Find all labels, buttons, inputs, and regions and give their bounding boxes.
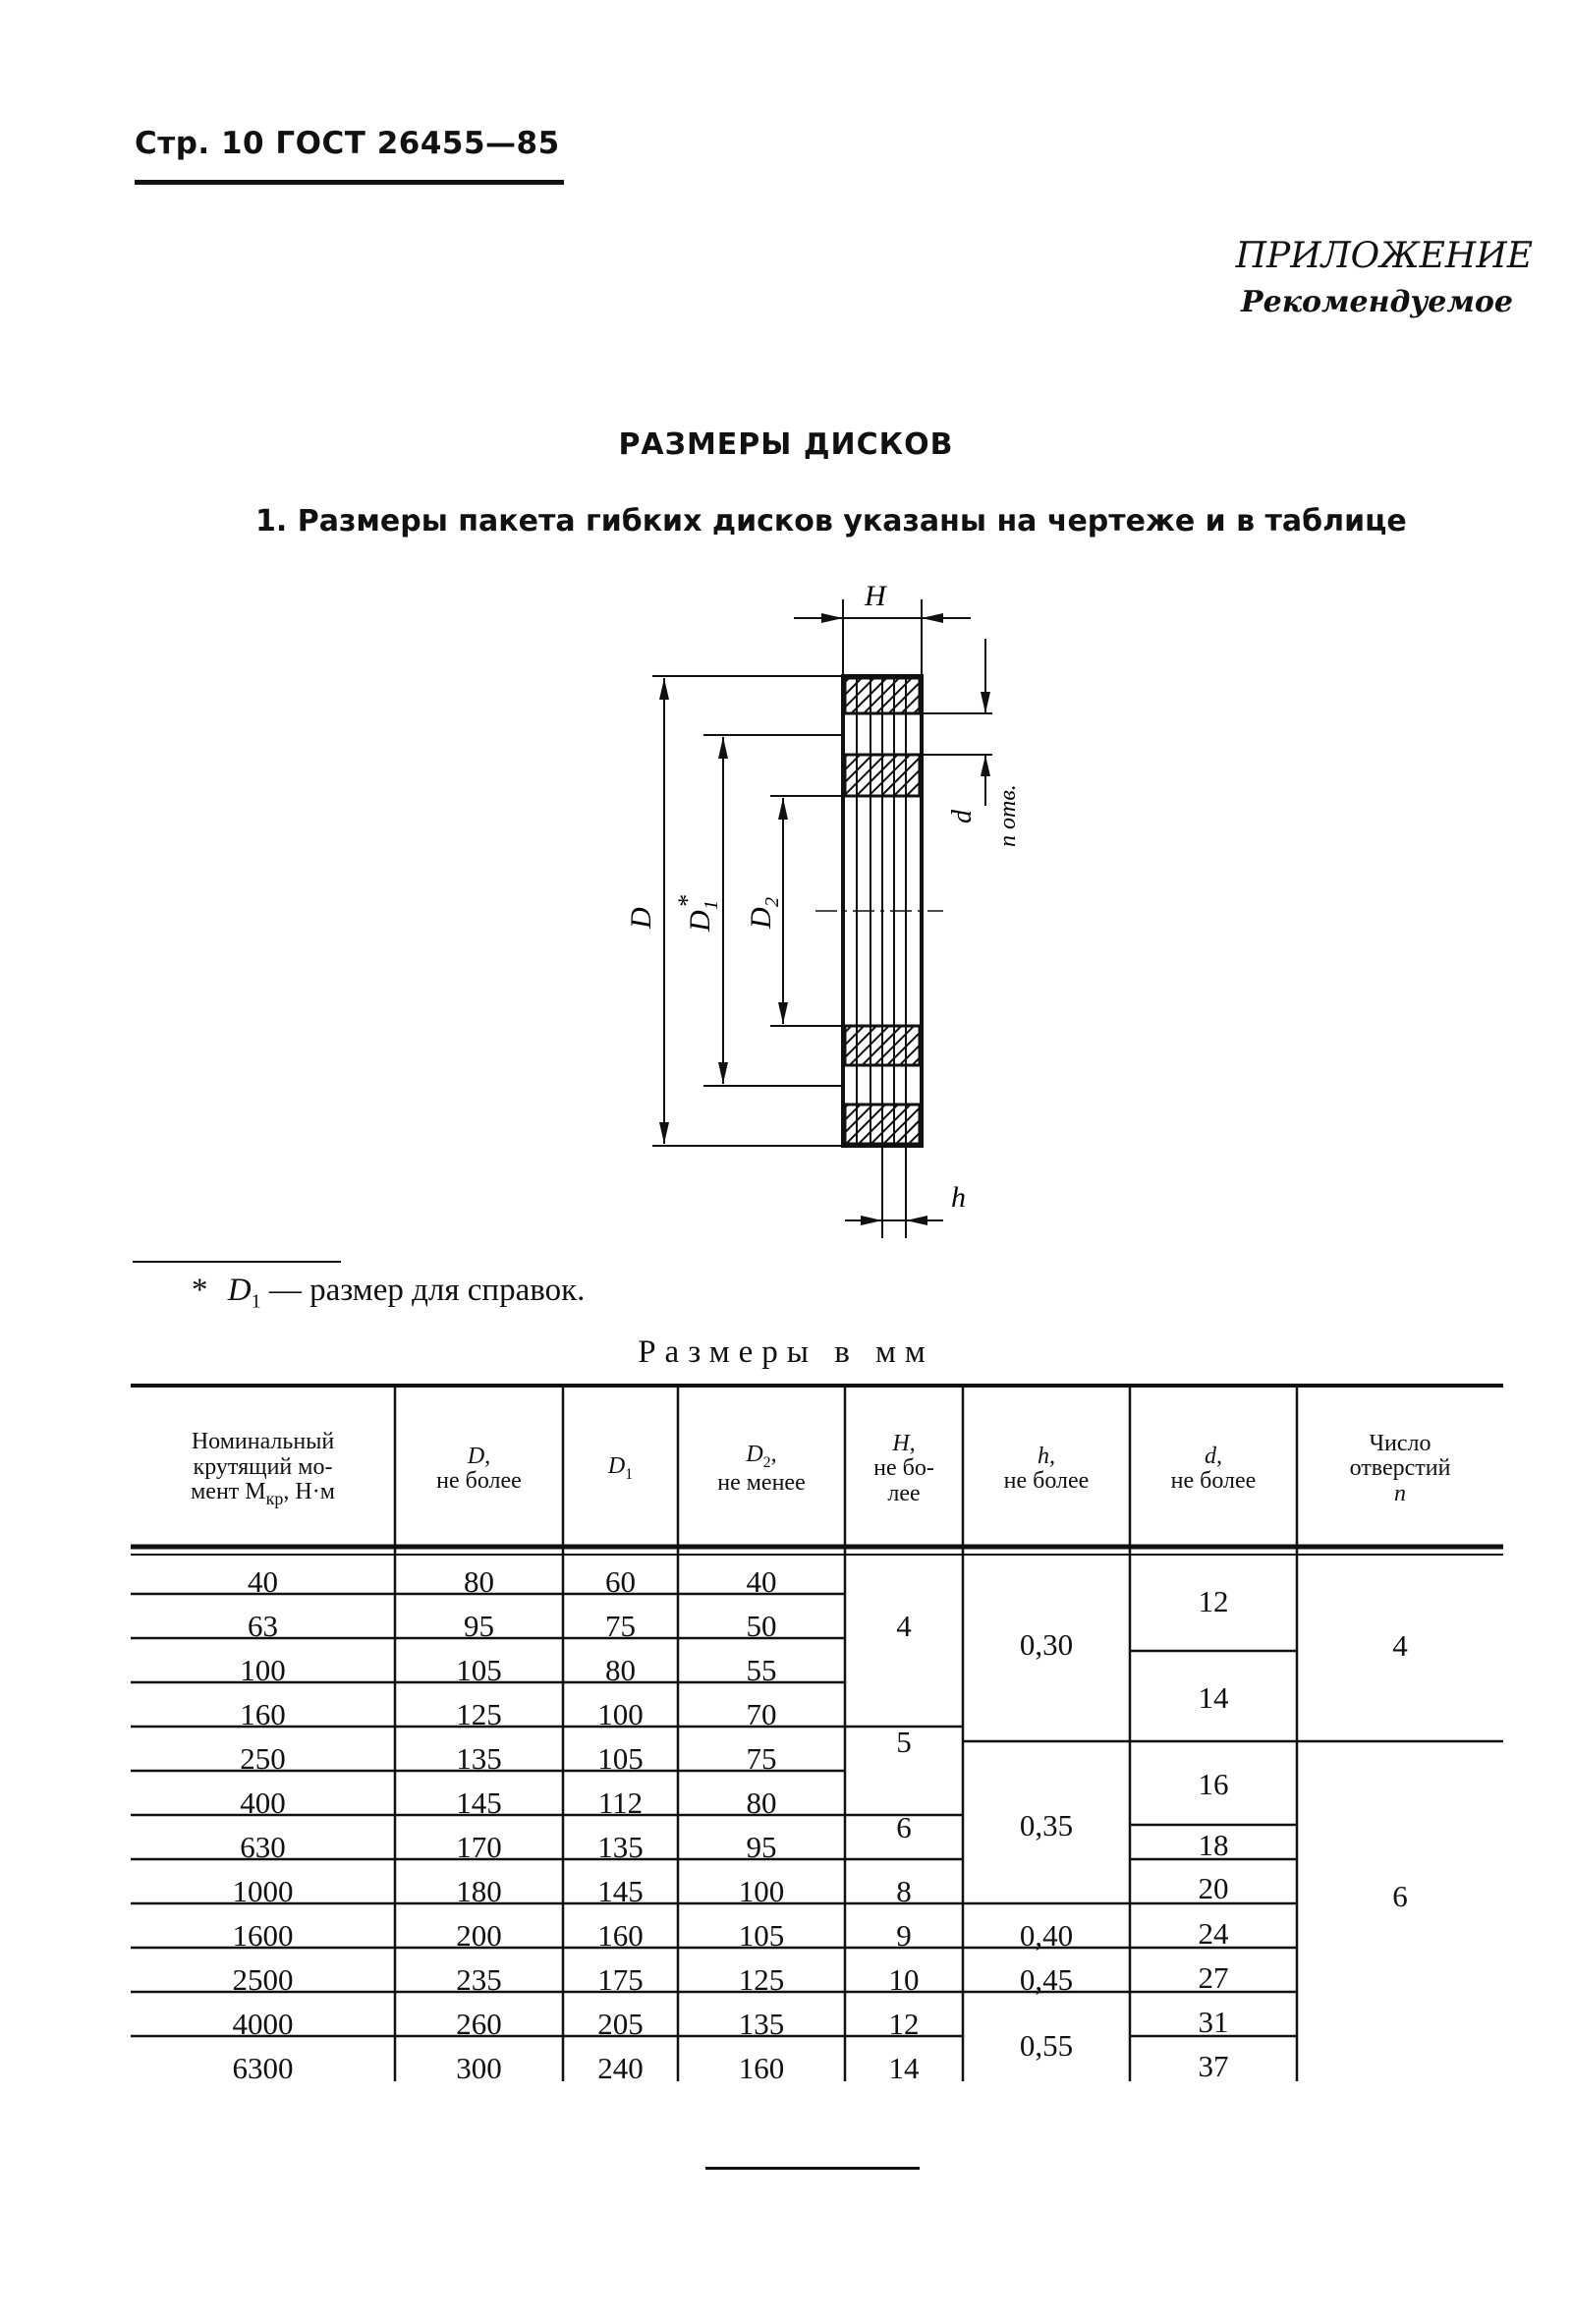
cell-H: 9 bbox=[896, 1918, 912, 1953]
header-h-note: не более bbox=[1003, 1468, 1090, 1494]
cell-D2: 40 bbox=[746, 1564, 777, 1599]
cell-D1: 175 bbox=[597, 1962, 644, 1997]
cell-H: 10 bbox=[888, 1962, 920, 1997]
label-D1-sub: 1 bbox=[701, 900, 722, 910]
cell-d: 31 bbox=[1198, 2005, 1229, 2039]
label-d: d bbox=[947, 810, 978, 823]
header-H-note1: не бо- bbox=[873, 1455, 934, 1482]
cell-H: 12 bbox=[888, 2007, 920, 2041]
header-D2-note: не менее bbox=[717, 1470, 806, 1497]
cell-D1: 135 bbox=[597, 1830, 644, 1864]
label-D2-sub: 2 bbox=[761, 897, 783, 907]
header-d-symbol: d, bbox=[1205, 1443, 1222, 1469]
footnote-marker: * bbox=[192, 1273, 208, 1308]
cell-D2: 105 bbox=[738, 1918, 785, 1953]
header-n-line2: отверстий bbox=[1349, 1455, 1451, 1482]
cell-D1: 75 bbox=[605, 1609, 636, 1643]
header-D bbox=[395, 1395, 563, 1543]
cell-torque: 1000 bbox=[232, 1874, 294, 1908]
header-n-line1: Число bbox=[1369, 1431, 1432, 1457]
cell-D1: 100 bbox=[597, 1697, 644, 1731]
header-D1 bbox=[563, 1395, 678, 1543]
cell-n: 6 bbox=[1392, 1879, 1408, 1913]
header-torque-line1: Номинальный bbox=[191, 1429, 335, 1455]
cell-D1: 145 bbox=[597, 1874, 644, 1908]
cell-D: 235 bbox=[456, 1962, 502, 1997]
header-D-note: не более bbox=[436, 1468, 522, 1494]
section-title: РАЗМЕРЫ ДИСКОВ bbox=[618, 427, 954, 462]
cell-torque: 160 bbox=[240, 1697, 286, 1731]
cell-torque: 63 bbox=[248, 1609, 278, 1643]
cell-D2: 160 bbox=[738, 2051, 785, 2085]
label-D: D bbox=[625, 907, 657, 929]
cell-D: 180 bbox=[456, 1874, 502, 1908]
header-H-symbol: H, bbox=[892, 1431, 916, 1457]
cell-D2: 50 bbox=[746, 1609, 777, 1643]
header-D1-symbol: D bbox=[607, 1453, 626, 1480]
cell-torque: 4000 bbox=[232, 2007, 294, 2041]
cell-D2: 125 bbox=[738, 1962, 785, 1997]
section-subtitle: 1. Размеры пакета гибких дисков указаны на чертеже и в таблице bbox=[255, 504, 1407, 538]
cell-D2: 70 bbox=[746, 1697, 777, 1731]
cell-D1: 105 bbox=[597, 1741, 644, 1776]
header-H bbox=[845, 1395, 963, 1543]
cell-d: 37 bbox=[1198, 2049, 1229, 2083]
cell-torque: 250 bbox=[240, 1741, 286, 1776]
cell-D: 80 bbox=[464, 1564, 494, 1599]
cell-d: 12 bbox=[1198, 1584, 1229, 1618]
header-H-note2: лее bbox=[887, 1480, 921, 1506]
header-D2 bbox=[678, 1395, 845, 1543]
cell-D1: 240 bbox=[597, 2051, 644, 2085]
header-n bbox=[1297, 1395, 1503, 1543]
cell-D1: 205 bbox=[597, 2007, 644, 2041]
header-D2-sub: 2 bbox=[762, 1453, 771, 1471]
cell-D1: 80 bbox=[605, 1653, 636, 1687]
cell-D1: 112 bbox=[597, 1786, 644, 1820]
cell-D2: 135 bbox=[738, 2007, 785, 2041]
cell-H: 5 bbox=[896, 1725, 912, 1759]
cell-torque: 400 bbox=[240, 1786, 286, 1820]
header-torque-unit: , Н·м bbox=[283, 1478, 335, 1504]
cell-D1: 160 bbox=[597, 1918, 644, 1953]
label-n-holes: n отв. bbox=[995, 784, 1021, 847]
label-h: h bbox=[951, 1181, 966, 1214]
page-header: Стр. 10 ГОСТ 26455—85 bbox=[135, 126, 560, 161]
cell-D: 300 bbox=[456, 2051, 502, 2085]
cell-d: 16 bbox=[1198, 1767, 1229, 1801]
cell-h: 0,55 bbox=[1019, 2028, 1074, 2063]
cell-H: 6 bbox=[896, 1810, 912, 1844]
cell-D2: 95 bbox=[746, 1830, 777, 1864]
cell-H: 4 bbox=[896, 1609, 912, 1643]
cell-H: 14 bbox=[888, 2051, 920, 2085]
cell-h: 0,40 bbox=[1019, 1918, 1074, 1953]
cell-d: 14 bbox=[1198, 1680, 1229, 1715]
footnote-symbol-sub: 1 bbox=[251, 1290, 261, 1313]
cell-D: 145 bbox=[456, 1786, 502, 1820]
header-n-symbol: n bbox=[1394, 1480, 1406, 1506]
label-D1: D bbox=[684, 910, 716, 932]
units-caption: Размеры в мм bbox=[638, 1334, 934, 1370]
label-H: H bbox=[865, 580, 886, 612]
cell-H: 8 bbox=[896, 1874, 912, 1908]
footnote-symbol: D bbox=[227, 1273, 252, 1308]
header-torque-sub: кр bbox=[265, 1488, 284, 1508]
cell-h: 0,35 bbox=[1019, 1808, 1074, 1842]
header-h bbox=[963, 1395, 1130, 1543]
label-D2: D bbox=[745, 907, 777, 929]
header-d bbox=[1130, 1395, 1297, 1543]
cell-D2: 100 bbox=[738, 1874, 785, 1908]
cell-torque: 2500 bbox=[232, 1962, 294, 1997]
cell-D2: 55 bbox=[746, 1653, 777, 1687]
header-torque-symbol: мент M bbox=[191, 1478, 266, 1504]
header-D2-comma: , bbox=[770, 1441, 777, 1467]
cell-D2: 75 bbox=[746, 1741, 777, 1776]
cell-D: 260 bbox=[456, 2007, 502, 2041]
header-d-note: не более bbox=[1170, 1468, 1257, 1494]
header-torque bbox=[131, 1395, 395, 1543]
appendix-subtitle: Рекомендуемое bbox=[1241, 285, 1513, 319]
header-torque-line2: крутящий мо- bbox=[193, 1453, 333, 1480]
cell-D: 135 bbox=[456, 1741, 502, 1776]
header-D-symbol: D, bbox=[467, 1443, 491, 1469]
cell-torque: 40 bbox=[248, 1564, 278, 1599]
cell-torque: 630 bbox=[240, 1830, 286, 1864]
cell-n: 4 bbox=[1392, 1628, 1408, 1663]
cell-d: 20 bbox=[1198, 1871, 1229, 1905]
cell-h: 0,45 bbox=[1019, 1962, 1074, 1997]
cell-d: 18 bbox=[1198, 1828, 1229, 1862]
header-D2-symbol: D bbox=[746, 1441, 763, 1467]
header-D1-sub: 1 bbox=[625, 1466, 634, 1483]
cell-torque: 1600 bbox=[232, 1918, 294, 1953]
cell-d: 24 bbox=[1198, 1916, 1229, 1951]
cell-D: 170 bbox=[456, 1830, 502, 1864]
cell-D1: 60 bbox=[605, 1564, 636, 1599]
appendix-title: ПРИЛОЖЕНИЕ bbox=[1235, 236, 1533, 276]
cell-D: 105 bbox=[456, 1653, 502, 1687]
cell-torque: 100 bbox=[240, 1653, 286, 1687]
cell-torque: 6300 bbox=[232, 2051, 294, 2085]
cell-D: 95 bbox=[464, 1609, 494, 1643]
end-rule bbox=[705, 2167, 920, 2170]
cell-D2: 80 bbox=[746, 1786, 777, 1820]
cell-D: 200 bbox=[456, 1918, 502, 1953]
cell-h: 0,30 bbox=[1019, 1627, 1074, 1662]
label-D1-star: * bbox=[673, 895, 702, 908]
header-torque-line3 bbox=[191, 1480, 335, 1508]
cell-D: 125 bbox=[456, 1697, 502, 1731]
cell-d: 27 bbox=[1198, 1960, 1229, 1995]
footnote-text: — размер для справок. bbox=[260, 1273, 586, 1308]
header-h-symbol: h, bbox=[1038, 1443, 1055, 1469]
